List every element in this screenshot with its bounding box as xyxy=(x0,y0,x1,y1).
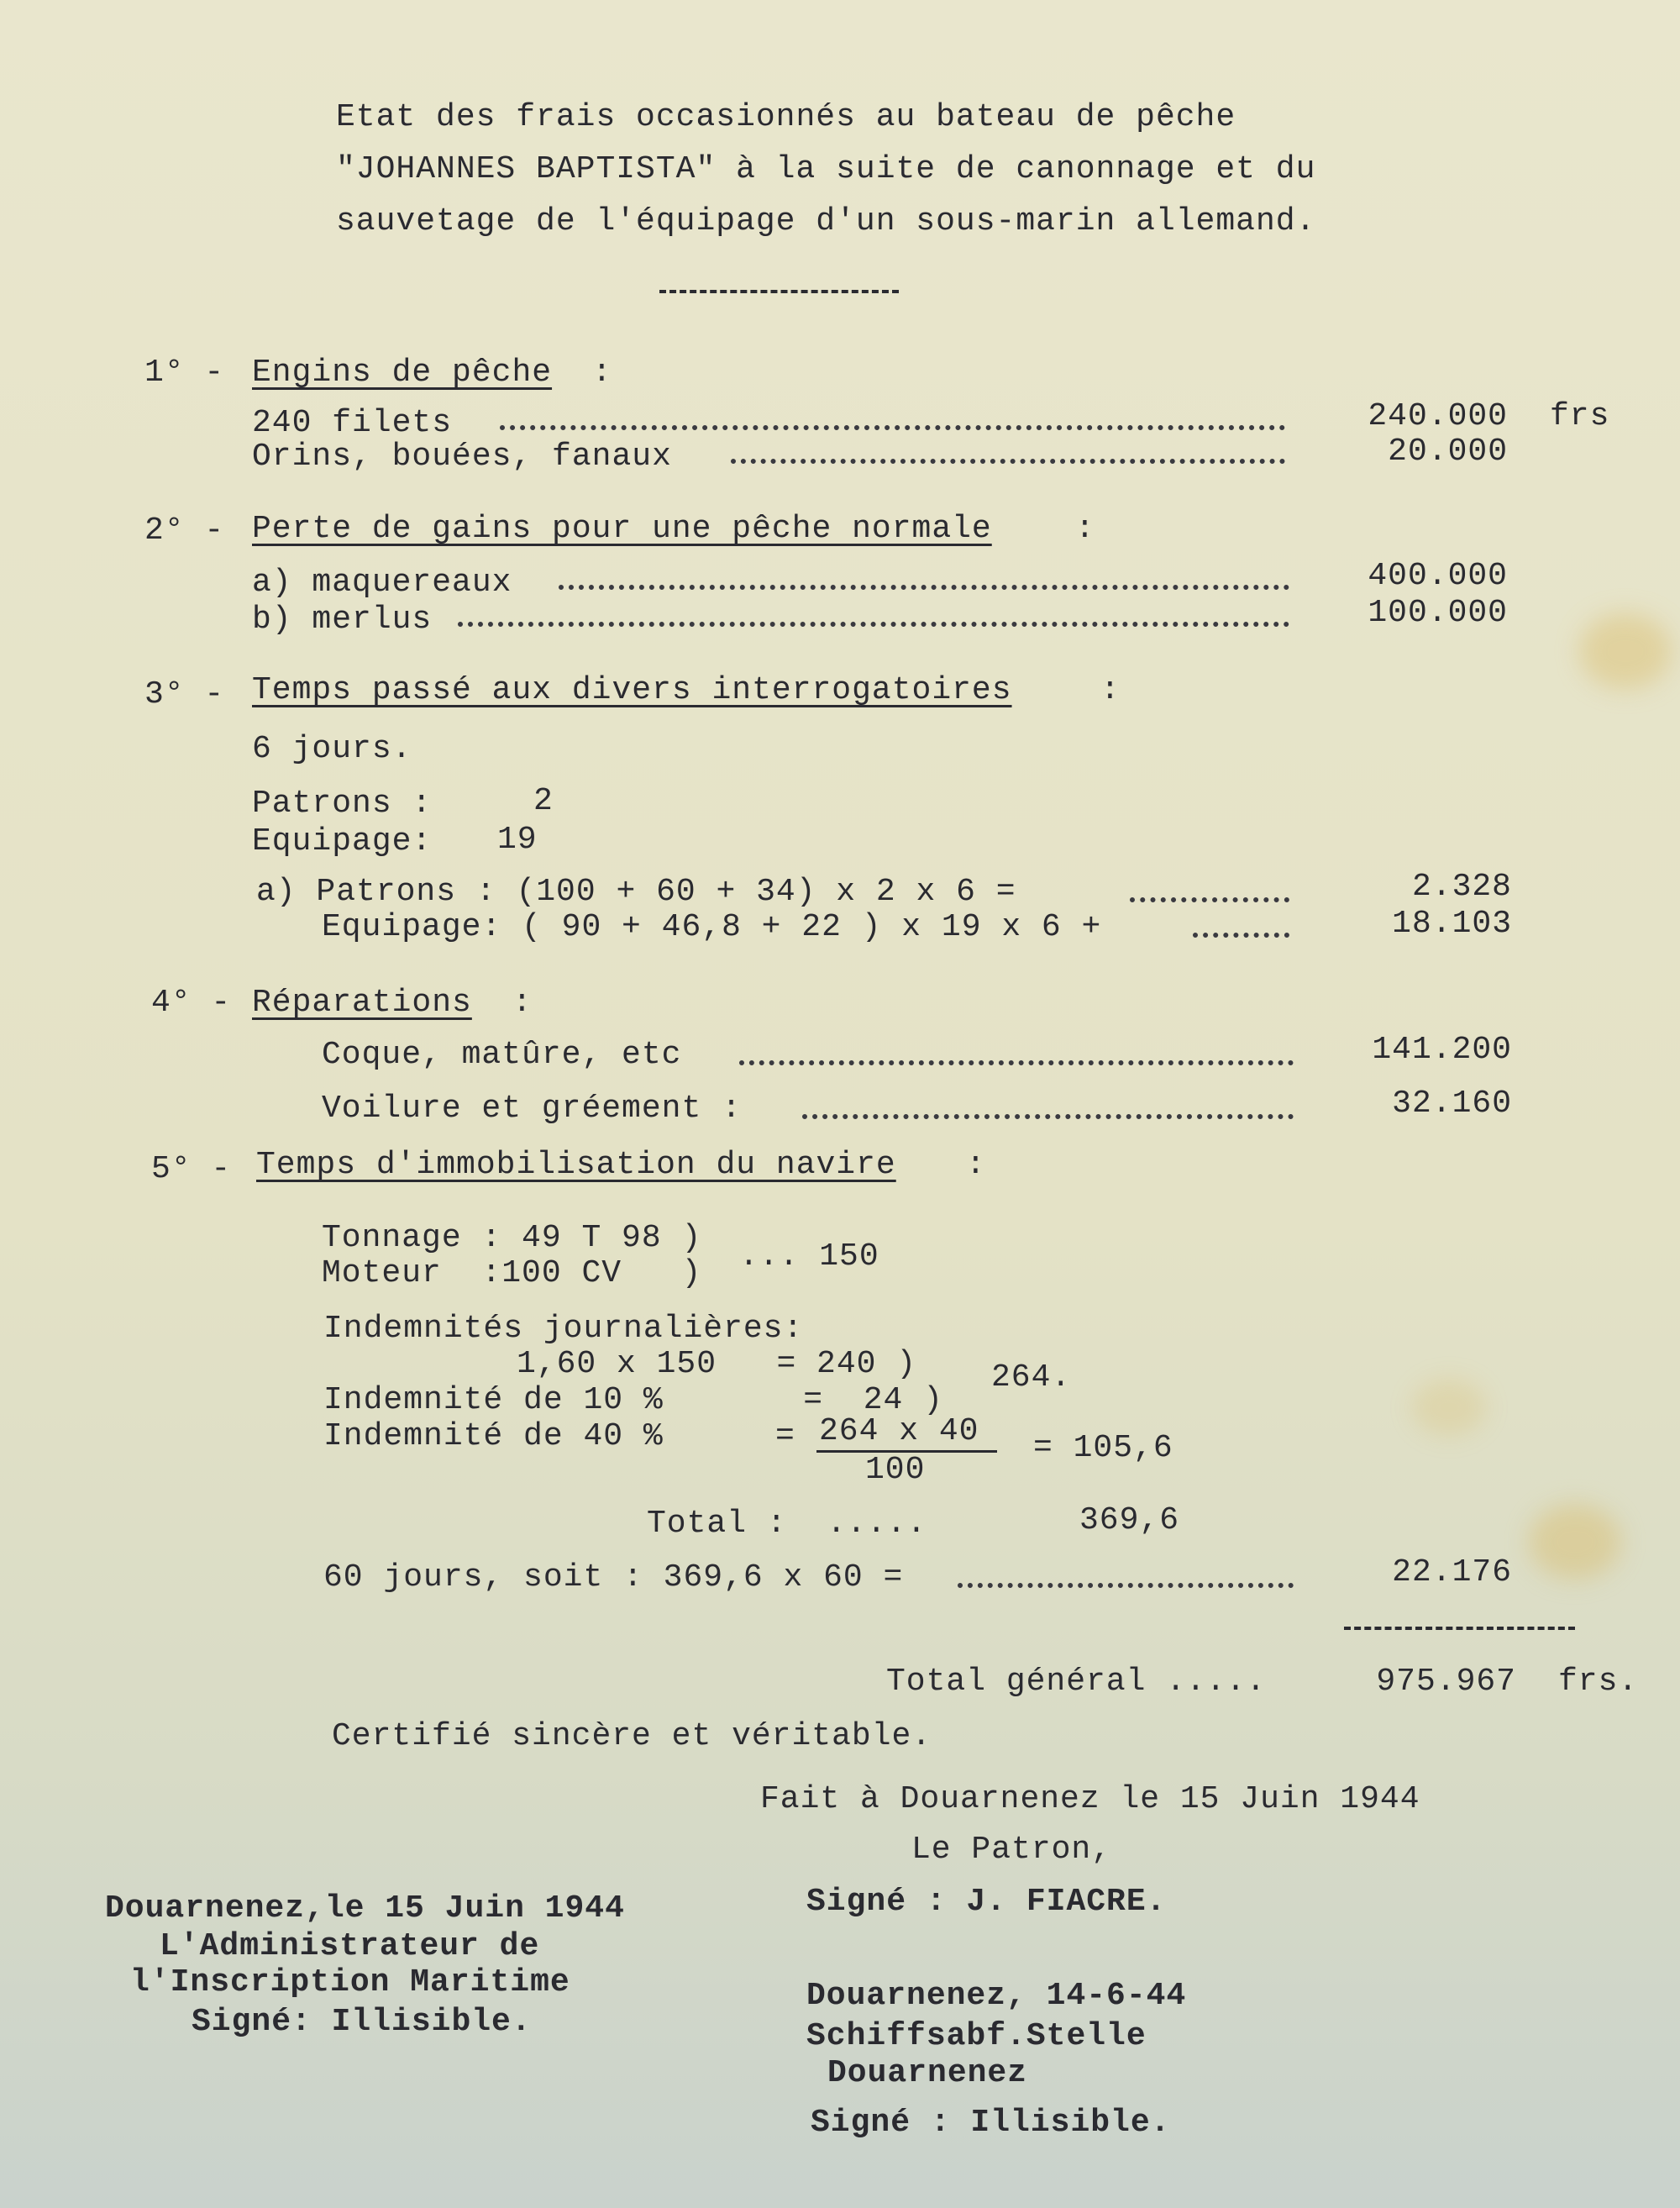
section3-days: 6 jours. xyxy=(252,731,412,767)
section4-number: 4° - xyxy=(151,985,232,1021)
section5-moteur: Moteur :100 CV ) xyxy=(322,1255,702,1291)
admin-signe: Signé: Illisible. xyxy=(192,2004,532,2040)
section1-item2-label: Orins, bouées, fanaux xyxy=(252,439,672,475)
section3-number: 3° - xyxy=(144,676,225,712)
section2-item1-label: a) maquereaux xyxy=(252,565,512,601)
section1-number: 1° - xyxy=(144,355,225,391)
header-line-1: Etat des frais occasionnés au bateau de pêche xyxy=(336,99,1236,135)
section5-indemnite10: Indemnité de 10 % = 24 ) xyxy=(323,1382,943,1418)
leader-dots xyxy=(739,1060,1294,1065)
section1-colon: : xyxy=(592,355,612,391)
section1-item1-label: 240 filets xyxy=(252,405,453,441)
header-line-2: "JOHANNES BAPTISTA" à la suite de canonnage et du xyxy=(336,151,1316,187)
section5-days-calc: 60 jours, soit : 369,6 x 60 = xyxy=(323,1559,904,1596)
section5-calc1: 1,60 x 150 = 240 ) xyxy=(517,1346,917,1382)
section3-patrons-count: 2 xyxy=(533,783,554,819)
paper-stain xyxy=(1529,1504,1621,1580)
section5-eq-sign: = xyxy=(775,1418,795,1454)
section5-subtotal: 264. xyxy=(991,1359,1072,1396)
section3-patrons-label: Patrons : xyxy=(252,786,433,822)
section5-days-amount: 22.176 xyxy=(1392,1554,1512,1590)
section4-title: Réparations xyxy=(252,985,472,1021)
section5-indemnite40: Indemnité de 40 % xyxy=(323,1418,664,1454)
section2-title: Perte de gains pour une pêche normale xyxy=(252,511,992,547)
section1-title: Engins de pêche xyxy=(252,355,553,391)
section5-frac-num: 264 x 40 xyxy=(819,1413,979,1449)
section5-tonnage: Tonnage : 49 T 98 ) xyxy=(322,1220,702,1256)
stelle-date: Douarnenez, 14-6-44 xyxy=(806,1978,1187,2014)
section3-colon: : xyxy=(1100,672,1121,708)
section1-item1-amount: 240.000 xyxy=(1368,398,1508,434)
admin-title-2: l'Inscription Maritime xyxy=(130,1964,570,2000)
grand-total-unit: frs. xyxy=(1558,1664,1639,1700)
section3-equipage-count: 19 xyxy=(497,822,538,858)
leader-dots xyxy=(500,425,1285,430)
header-rule xyxy=(659,290,899,293)
section3-calc-equipage: Equipage: ( 90 + 46,8 + 22 ) x 19 x 6 + xyxy=(322,909,1102,945)
section4-item2-label: Voilure et gréement : xyxy=(322,1091,742,1127)
section2-item2-label: b) merlus xyxy=(252,602,433,638)
paper-stain xyxy=(1411,1378,1487,1437)
section5-result40: = 105,6 xyxy=(1033,1430,1173,1466)
grand-total-amount: 975.967 xyxy=(1376,1664,1516,1700)
section5-frac-den: 100 xyxy=(865,1452,926,1488)
section4-item1-amount: 141.200 xyxy=(1372,1032,1512,1068)
section3-calc-patrons: a) Patrons : (100 + 60 + 34) x 2 x 6 = xyxy=(256,874,1016,910)
grand-total-label: Total général ..... xyxy=(886,1664,1267,1700)
stelle-name: Schiffsabf.Stelle xyxy=(806,2018,1147,2054)
leader-dots xyxy=(559,585,1289,590)
certification: Certifié sincère et véritable. xyxy=(332,1718,932,1754)
admin-title-1: L'Administrateur de xyxy=(160,1928,540,1964)
le-patron: Le Patron, xyxy=(911,1832,1112,1868)
section5-title: Temps d'immobilisation du navire xyxy=(256,1147,896,1183)
admin-date: Douarnenez,le 15 Juin 1944 xyxy=(105,1890,625,1927)
section5-indemnites-title: Indemnités journalières: xyxy=(323,1311,804,1347)
section2-colon: : xyxy=(1075,511,1095,547)
signe-patron: Signé : J. FIACRE. xyxy=(806,1884,1167,1920)
leader-dots xyxy=(802,1114,1294,1119)
header-line-3: sauvetage de l'équipage d'un sous-marin allemand. xyxy=(336,203,1316,239)
leader-dots xyxy=(1130,897,1289,902)
leader-dots xyxy=(458,622,1289,627)
stelle-signe: Signé : Illisible. xyxy=(811,2105,1171,2141)
leader-dots xyxy=(958,1583,1294,1588)
section5-number: 5° - xyxy=(151,1151,232,1187)
section5-colon: : xyxy=(966,1147,986,1183)
section5-total-label: Total : ..... xyxy=(647,1506,927,1542)
leader-dots xyxy=(1193,933,1289,938)
section4-item1-label: Coque, matûre, etc xyxy=(322,1037,682,1073)
leader-dots xyxy=(731,459,1285,464)
section4-colon: : xyxy=(512,985,533,1021)
section3-calc-equipage-amount: 18.103 xyxy=(1392,906,1512,942)
section5-tonnage-result: ... 150 xyxy=(739,1238,879,1275)
section2-number: 2° - xyxy=(144,513,225,549)
fait-a: Fait à Douarnenez le 15 Juin 1944 xyxy=(760,1781,1420,1817)
section2-item1-amount: 400.000 xyxy=(1368,558,1508,594)
section3-calc-patrons-amount: 2.328 xyxy=(1411,869,1512,905)
section4-item2-amount: 32.160 xyxy=(1392,1086,1512,1122)
section3-equipage-label: Equipage: xyxy=(252,823,433,860)
stelle-city: Douarnenez xyxy=(827,2055,1028,2091)
section1-item1-unit: frs xyxy=(1550,398,1610,434)
section3-title: Temps passé aux divers interrogatoires xyxy=(252,672,1012,708)
section1-item2-amount: 20.000 xyxy=(1388,434,1508,470)
paper-stain xyxy=(1579,613,1672,689)
section2-item2-amount: 100.000 xyxy=(1368,595,1508,631)
section5-total-value: 369,6 xyxy=(1079,1502,1180,1538)
total-rule xyxy=(1344,1627,1575,1630)
